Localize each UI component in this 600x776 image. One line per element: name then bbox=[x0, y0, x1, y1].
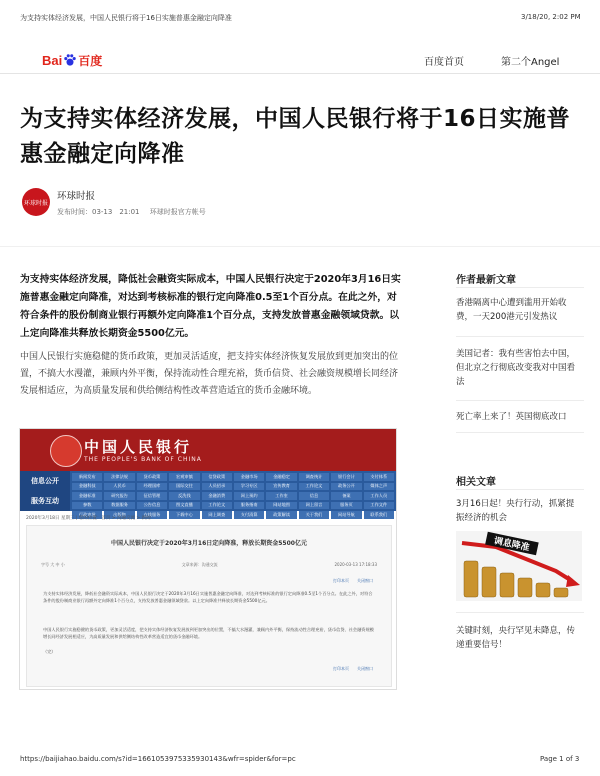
pboc-nav-cell: 学习专区 bbox=[234, 483, 264, 491]
pboc-nav-cell: 金融市场 bbox=[234, 473, 264, 481]
pboc-nav-cell: 金融稳定 bbox=[266, 473, 296, 481]
doc-paragraph-1: 为支持实体经济发展，降低社会融资实际成本，中国人民银行决定于2020年3月16日实施普惠金融定向降准，对达到考核标准的银行定向降准0.5至1个百分点。在此之外，对符合条件的股份制商业银行再额外定向降准1个百分点，支持发放普惠金融领域贷款。以上定向降准共释放长期资金5500亿元。 bbox=[43, 591, 373, 603]
pboc-nav-cell: 人民币 bbox=[104, 483, 134, 491]
pboc-nav-grid bbox=[72, 473, 394, 519]
latest-article-1[interactable]: 香港隔离中心遭到滥用开始收费，一天200港元引发热议 bbox=[456, 298, 567, 322]
pboc-emblem-icon bbox=[50, 435, 82, 467]
pboc-banner bbox=[20, 429, 396, 471]
pboc-nav-cell: 支付体系 bbox=[364, 473, 394, 481]
pboc-nav-cell: 反洗钱 bbox=[169, 492, 199, 500]
sidebar-divider bbox=[456, 489, 584, 490]
pboc-nav-cell: 新闻发布 bbox=[72, 473, 102, 481]
pboc-doc-title: 中国人民银行决定于2020年3月16日定向降准，释放长期资金5500亿元 bbox=[111, 540, 307, 547]
sidebar-divider bbox=[456, 336, 584, 337]
publish-label: 发布时间： bbox=[57, 208, 92, 216]
article-title: 为支持实体经济发展，中国人民银行将于16日实施普惠金融定向降准 bbox=[20, 106, 571, 167]
nav-link-second-angel[interactable]: 第二个Angel bbox=[501, 57, 560, 68]
latest-article-2[interactable]: 美国记者：我有些害怕去中国，但北京之行彻底改变我对中国看法 bbox=[456, 349, 576, 387]
pboc-nav-cell: 研究报告 bbox=[104, 492, 134, 500]
pboc-cn-title: 中国人民银行 bbox=[84, 438, 193, 456]
pboc-nav-cell: 信息 bbox=[299, 492, 329, 500]
print-header-datetime: 3/18/20, 2:02 PM bbox=[521, 13, 581, 21]
pboc-nav-cell: 政策解读 bbox=[266, 511, 296, 519]
publish-time: 03-13 21:01 bbox=[92, 208, 140, 216]
doc-source: 文章来源：沟通交流 bbox=[181, 562, 218, 567]
pboc-en-title: THE PEOPLE'S BANK OF CHINA bbox=[84, 456, 202, 463]
pboc-nav-cell: 网站导航 bbox=[331, 511, 361, 519]
footer-page: Page 1 of 3 bbox=[540, 755, 580, 763]
pboc-nav-cell: 出版物 bbox=[104, 511, 134, 519]
pboc-nav-cell: 宏观审慎 bbox=[169, 473, 199, 481]
paw-icon bbox=[63, 53, 77, 67]
pboc-nav-cell: 支付清算 bbox=[234, 511, 264, 519]
pboc-doc-meta bbox=[41, 562, 377, 568]
print-header-title: 为支持实体经济发展，中国人民银行将于16日实施普惠金融定向降准 bbox=[20, 14, 232, 22]
article-lead: 为支持实体经济发展，降低社会融资实际成本，中国人民银行决定于2020年3月16日实施普惠金融定向降准，对达到考核标准的银行定向降准0.5至1个百分点。在此之外，对符合条件的股份制商业银行再额外定向降准1个百分点，支持发放普惠金融领域贷款。以上定向降准共释放长期资金5500亿元。 bbox=[20, 274, 401, 339]
pboc-nav-cell: 服务页 bbox=[331, 502, 361, 510]
pboc-nav-cell: 银行会计 bbox=[331, 473, 361, 481]
pboc-nav-cell: 备案 bbox=[331, 492, 361, 500]
pboc-screenshot bbox=[19, 428, 397, 690]
doc-paragraph-2: 中国人民银行实施稳健的货币政策，更加灵活适度，把支持实体经济恢复发展放到更加突出的位置，不搞大水漫灌，兼顾内外平衡，保持流动性合理充裕，货币信贷、社会融资规模增长同经济发展相适应，为高质量发展和供给侧结构性改革营造适宜的货币金融环境。 bbox=[43, 627, 374, 639]
pboc-nav-cell: 在线服务 bbox=[137, 511, 167, 519]
pboc-nav-cell: 行政审批 bbox=[72, 511, 102, 519]
pboc-nav-cell: 政务公开 bbox=[331, 483, 361, 491]
pboc-nav-cell: 工作文件 bbox=[364, 502, 394, 510]
pboc-nav-cell: 公告信息 bbox=[137, 502, 167, 510]
publish-meta bbox=[57, 207, 206, 217]
header-divider bbox=[0, 246, 600, 247]
sidebar-divider bbox=[456, 612, 584, 613]
coins-chart-image bbox=[456, 531, 582, 601]
pboc-nav-cell: 关于我们 bbox=[299, 511, 329, 519]
pboc-nav-cell: 金融标准 bbox=[72, 492, 102, 500]
nav-divider bbox=[0, 73, 600, 74]
pboc-nav-cell: 法律法规 bbox=[104, 473, 134, 481]
related-article-1[interactable]: 3月16日起！央行行动，抓紧提振经济的机会 bbox=[456, 499, 575, 523]
pboc-nav-cell: 服务指南 bbox=[234, 502, 264, 510]
pboc-nav-cell: 网站地图 bbox=[266, 502, 296, 510]
author-avatar[interactable] bbox=[22, 188, 50, 216]
baidu-logo[interactable] bbox=[42, 50, 102, 70]
pboc-nav-cell: 国际交往 bbox=[169, 483, 199, 491]
pboc-nav-cell: 下载中心 bbox=[169, 511, 199, 519]
latest-article-3[interactable]: 死亡率上来了！英国彻底改口 bbox=[456, 412, 567, 422]
pboc-nav-cell: 媒体之声 bbox=[364, 483, 394, 491]
logo-bai: Bai bbox=[42, 52, 63, 68]
pboc-side-info: 信息公开 bbox=[20, 471, 70, 491]
pboc-nav-cell: 经理国库 bbox=[137, 483, 167, 491]
pboc-nav-cell: 人员招录 bbox=[202, 483, 232, 491]
chart-label: 调息降准 bbox=[492, 536, 531, 554]
footer-url: https://baijiahao.baidu.com/s?id=1661053975335930143&wfr=spider&for=pc bbox=[20, 755, 296, 763]
pboc-nav-cell: 工作室 bbox=[266, 492, 296, 500]
nav-link-baidu-home[interactable]: 百度首页 bbox=[424, 57, 464, 68]
related-article-2[interactable]: 关键时刻，央行罕见未降息，传递重要信号！ bbox=[456, 626, 576, 650]
account-label: 环球时报官方帐号 bbox=[149, 208, 206, 216]
logo-du: 百度 bbox=[78, 53, 103, 68]
pboc-document bbox=[26, 525, 392, 687]
related-articles-heading: 相关文章 bbox=[456, 477, 496, 488]
pboc-nav-cell: 货币政策 bbox=[137, 473, 167, 481]
doc-tools-bottom: 打印本页 关闭窗口 bbox=[333, 666, 373, 671]
sidebar-divider bbox=[456, 400, 584, 401]
pboc-nav-cell: 网上调查 bbox=[202, 511, 232, 519]
pboc-nav-cell: 调查统计 bbox=[299, 473, 329, 481]
pboc-nav-cell: 参数 bbox=[72, 502, 102, 510]
pboc-nav-cell: 宣传教育 bbox=[266, 483, 296, 491]
pboc-nav-cell: 数据服务 bbox=[104, 502, 134, 510]
pboc-nav bbox=[20, 471, 396, 517]
pboc-nav-cell: 联系我们 bbox=[364, 511, 394, 519]
pboc-nav-cell: 工作论文 bbox=[299, 483, 329, 491]
pboc-nav-cell: 网上预约 bbox=[234, 492, 264, 500]
doc-date: 2020-03-13 17:18:33 bbox=[334, 562, 377, 567]
pboc-nav-cell: 工作论文 bbox=[202, 502, 232, 510]
pboc-breadcrumb: 2020年3月18日 星期三 | 您的位置：首页 > 沟通交流 > 新闻 bbox=[26, 516, 151, 521]
pboc-nav-cell: 图文直播 bbox=[169, 502, 199, 510]
pboc-nav-cell: 金融科技 bbox=[72, 483, 102, 491]
pboc-nav-cell: 征信管理 bbox=[137, 492, 167, 500]
doc-tools-top: 打印本页 关闭窗口 bbox=[333, 578, 373, 583]
latest-articles-heading: 作者最新文章 bbox=[456, 275, 516, 286]
sidebar-divider bbox=[456, 432, 584, 433]
related-article-thumbnail[interactable] bbox=[456, 531, 582, 601]
article-paragraph: 中国人民银行实施稳健的货币政策，更加灵活适度，把支持实体经济恢复发展放到更加突出的位置，不搞大水漫灌，兼顾内外平衡，保持流动性合理充裕，货币信贷、社会融资规模增长同经济发展相适应，为高质量发展和供给侧结构性改革营造适宜的货币金融环境。 bbox=[20, 352, 399, 396]
pboc-nav-cell: 金融消费 bbox=[202, 492, 232, 500]
pboc-side-service: 服务互动 bbox=[20, 491, 70, 511]
font-size-controls: 字号 大 中 小 bbox=[41, 562, 65, 567]
pboc-nav-cell: 工作人员 bbox=[364, 492, 394, 500]
doc-end: （完） bbox=[43, 649, 56, 654]
pboc-nav-cell: 网上留言 bbox=[299, 502, 329, 510]
avatar-text: 环球时报 bbox=[23, 199, 48, 207]
sidebar-divider bbox=[456, 287, 584, 288]
pboc-nav-cell: 信贷政策 bbox=[202, 473, 232, 481]
author-name[interactable]: 环球时报 bbox=[57, 191, 96, 202]
